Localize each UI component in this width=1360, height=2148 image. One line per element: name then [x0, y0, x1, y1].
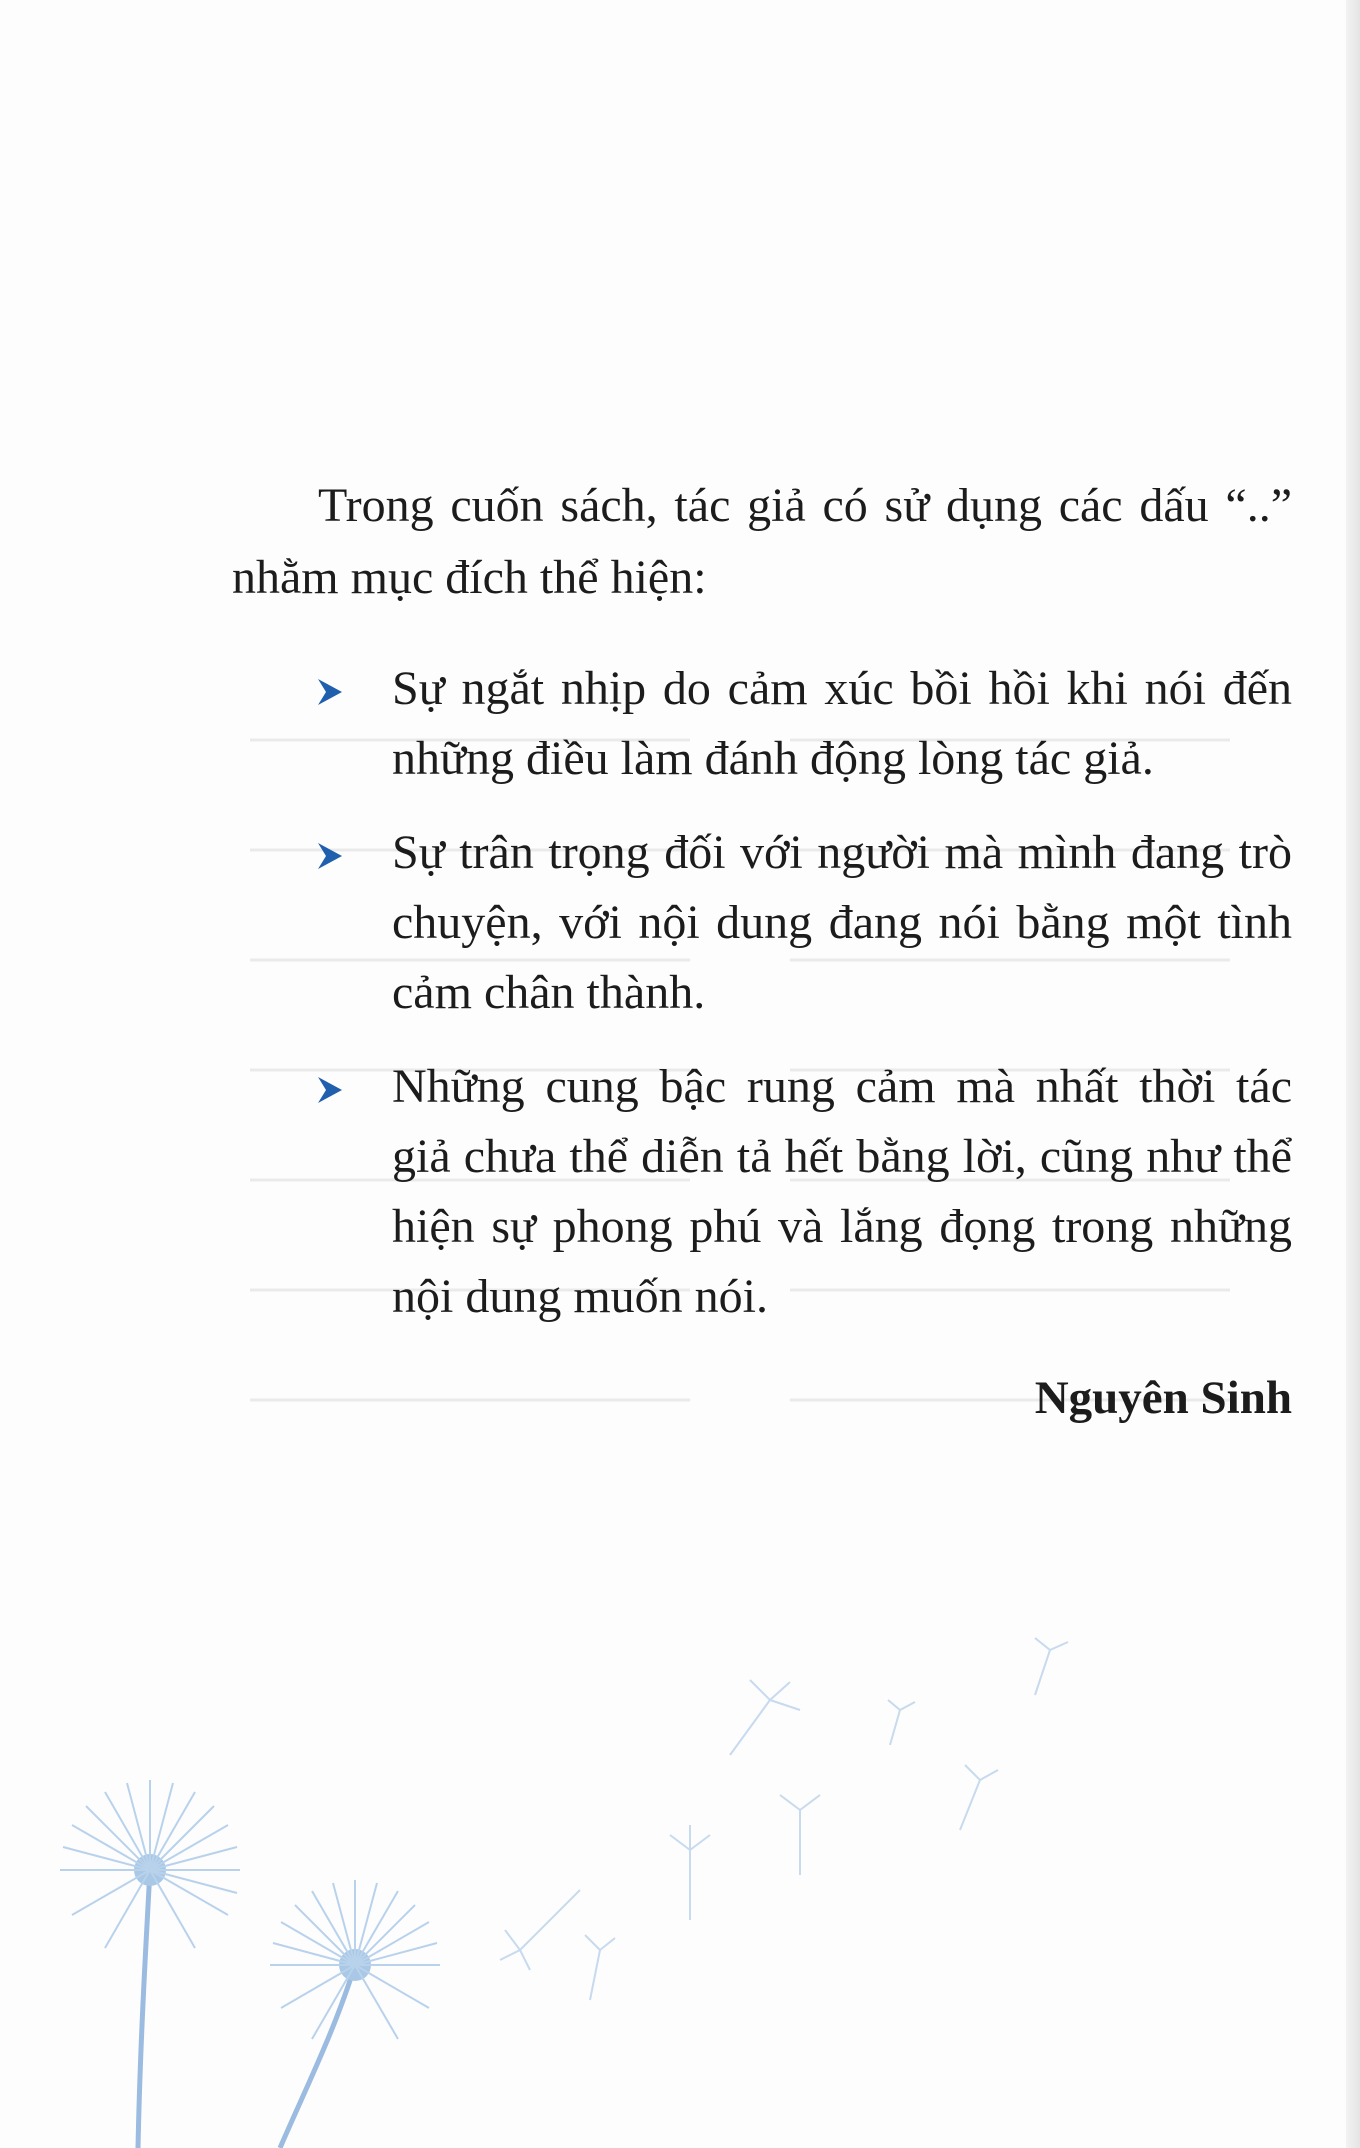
dandelion-illustration	[0, 1620, 1360, 2148]
list-item	[232, 818, 1292, 1028]
floating-seeds	[500, 1638, 1068, 2000]
intro-paragraph: Trong cuốn sách, tác giả có sử dụng các dấu “..” nhằm mục đích thể hiện:	[232, 479, 1292, 604]
dandelion-flower	[270, 1880, 440, 2148]
chevron-right-icon	[316, 841, 344, 871]
list-item	[232, 1052, 1292, 1332]
bullet-text: Những cung bậc rung cảm mà nhất thời tác giả chưa thể diễn tả hết bằng lời, cũng như thể hiện sự phong phú và lắng đọng trong những nội dung muốn nói.	[392, 1060, 1292, 1323]
bullet-text: Sự ngắt nhịp do cảm xúc bồi hồi khi nói đến những điều làm đánh động lòng tác giả.	[392, 662, 1292, 785]
chevron-right-icon	[316, 677, 344, 707]
list-item	[232, 654, 1292, 794]
bullet-list	[232, 654, 1292, 1332]
bullet-text: Sự trân trọng đối với người mà mình đang trò chuyện, với nội dung đang nói bằng một tình cảm chân thành.	[392, 826, 1292, 1019]
chevron-right-icon	[316, 1075, 344, 1105]
dandelion-flower	[60, 1780, 240, 2148]
text-block	[232, 470, 1292, 1430]
author-signature: Nguyên Sinh	[1034, 1372, 1292, 1424]
